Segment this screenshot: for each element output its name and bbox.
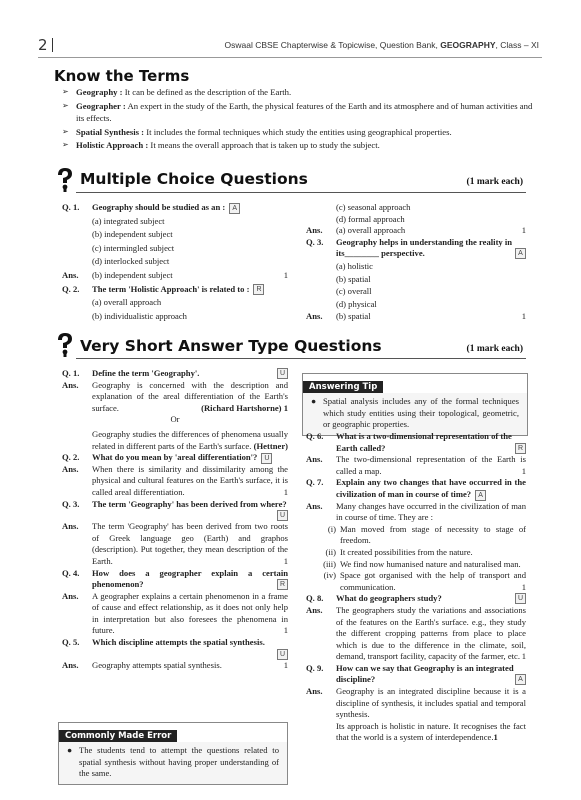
term-name: Holistic Approach : xyxy=(76,140,149,150)
answer-alt xyxy=(62,429,288,452)
difficulty-tag: U xyxy=(277,368,288,379)
question-number: Q. 3. xyxy=(306,236,324,247)
running-title-suffix: , Class – XI xyxy=(495,40,539,50)
answer xyxy=(306,686,526,721)
point-number: (i) xyxy=(327,523,336,534)
question-text: What do geographers study? xyxy=(336,593,442,604)
mark: 1 xyxy=(283,402,288,413)
common-error-box xyxy=(58,722,288,785)
option: (a) integrated subject xyxy=(92,215,165,226)
mark: 1 xyxy=(283,659,288,670)
answer-text: Geography is concerned with the description and explanation of the areal differentiation of the Earth's surface. xyxy=(92,379,288,413)
mark: 1 xyxy=(521,311,526,322)
question xyxy=(62,284,288,296)
answer-text: Geography is an integrated discipline because it is a discipline of synthesis, it includes spatial and temporal synthesis. xyxy=(336,686,526,720)
common-error-body xyxy=(59,742,287,784)
running-title xyxy=(225,40,539,50)
question xyxy=(62,368,288,380)
option: (b) spatial xyxy=(336,273,371,284)
answer-credit: (Hettner) xyxy=(253,440,288,451)
answer-label: Ans. xyxy=(62,463,79,474)
answer xyxy=(62,270,288,282)
term-item xyxy=(62,126,534,139)
term-item xyxy=(62,139,534,152)
option: (d) formal approach xyxy=(336,213,405,224)
answer-label: Ans. xyxy=(306,500,323,511)
mcq-section-title: Multiple Choice Questions xyxy=(80,170,308,188)
term-definition: An expert in the study of the Earth, the physical features of the Earth and its atmosphere and of human activities and its effects. xyxy=(76,100,533,123)
mcq-right-column xyxy=(306,202,526,323)
question-text: The term 'Holistic Approach' is related to : xyxy=(92,283,250,294)
answer xyxy=(62,591,288,637)
difficulty-tag: R xyxy=(253,284,264,295)
mark: 1 xyxy=(521,225,526,236)
point-text: It created possibilities from the nature. xyxy=(340,546,473,557)
arrow-bullet-icon: ➢ xyxy=(62,87,69,96)
point-text: Space got organised with the help of transport and communication. xyxy=(340,570,526,592)
or-separator: Or xyxy=(170,414,180,425)
option: (c) seasonal approach xyxy=(336,202,411,212)
point-text: We find now humanised nature and naturalised man. xyxy=(340,558,521,569)
answer xyxy=(306,501,526,524)
common-error-title: Commonly Made Error xyxy=(59,730,177,742)
answer xyxy=(306,605,526,663)
question-text: Which discipline attempts the spatial synthesis. xyxy=(92,637,265,648)
running-title-prefix: Oswaal CBSE Chapterwise & Topicwise, Question Bank, xyxy=(224,40,441,50)
answer-text: Many changes have occurred in the civilization of man in course of time. They are : xyxy=(336,500,526,523)
bullet-icon: ● xyxy=(311,396,317,406)
section-rule xyxy=(76,358,526,359)
answer xyxy=(306,225,526,237)
answer-credit: (Richard Hartshorne) xyxy=(201,402,282,413)
answer-label: Ans. xyxy=(306,604,323,615)
mark: 1 xyxy=(521,651,526,662)
question xyxy=(62,452,288,464)
common-error-text: The students tend to attempt the questions related to spatial synthesis without having proper understanding of the same. xyxy=(79,745,279,778)
question xyxy=(62,202,288,214)
point-number: (ii) xyxy=(325,546,336,557)
term-item xyxy=(62,100,534,125)
point-text: Man moved from stage of necessity to stage of freedom. xyxy=(340,523,526,546)
difficulty-tag: U xyxy=(277,649,288,660)
question-mark-person-icon xyxy=(54,331,76,361)
answer xyxy=(62,380,288,415)
difficulty-tag: U xyxy=(261,453,272,464)
option: (c) intermingled subject xyxy=(92,242,175,253)
answer-label: Ans. xyxy=(62,379,79,390)
answer xyxy=(306,311,526,323)
answering-tip-body xyxy=(303,393,527,435)
question-number: Q. 9. xyxy=(306,662,324,673)
answering-tip-title: Answering Tip xyxy=(303,381,383,393)
question-number: Q. 2. xyxy=(62,283,80,294)
question-number: Q. 2. xyxy=(62,452,80,463)
answer-label: Ans. xyxy=(62,521,79,532)
option: (a) holistic xyxy=(336,260,373,271)
running-title-subject: GEOGRAPHY xyxy=(440,40,496,50)
question-number: Q. 1. xyxy=(62,368,80,378)
header-bracket xyxy=(52,38,53,52)
question-text: Geography helps in understanding the reality in xyxy=(336,236,513,247)
mark: 1 xyxy=(493,732,498,743)
answer-text: Geography studies the differences of phenomena usually related in different parts of the Earth's surface. xyxy=(92,428,288,451)
question xyxy=(62,568,288,591)
answer-text: (b) spatial xyxy=(336,311,371,322)
term-definition: It can be defined as the description of the Earth. xyxy=(122,87,292,97)
know-terms-title: Know the Terms xyxy=(54,67,190,85)
question-number: Q. 7. xyxy=(306,477,324,488)
question xyxy=(306,593,526,605)
arrow-bullet-icon: ➢ xyxy=(62,140,69,149)
answer-label: Ans. xyxy=(62,269,79,280)
header-rule xyxy=(38,57,542,58)
term-name: Geography : xyxy=(76,87,123,97)
term-item xyxy=(62,86,534,99)
question-number: Q. 8. xyxy=(306,593,324,604)
question-text-cont: its________ perspective. xyxy=(336,248,425,259)
answer-text: Its approach is holistic in nature. It recognises the fact that the world is a system of interdependence. xyxy=(336,720,526,743)
vsa-right-column xyxy=(306,431,526,744)
question xyxy=(62,637,288,660)
mark: 1 xyxy=(283,625,288,636)
option: (b) individualistic approach xyxy=(92,310,187,321)
question-text: Explain any two changes that have occurred in the civilization of man in course of time? xyxy=(336,477,526,499)
difficulty-tag: A xyxy=(475,490,486,501)
question-text: Define the term 'Geography'. xyxy=(92,368,200,378)
question-text: Geography should be studied as an : xyxy=(92,202,226,212)
point-number: (iii) xyxy=(323,558,336,569)
option: (d) interlocked subject xyxy=(92,256,170,267)
section-rule xyxy=(76,192,526,193)
page-number: 2 xyxy=(38,36,48,54)
term-name: Spatial Synthesis : xyxy=(76,126,145,137)
question-number: Q. 5. xyxy=(62,637,80,648)
vsa-section-title: Very Short Answer Type Questions xyxy=(80,337,382,355)
term-name: Geographer : xyxy=(76,100,126,111)
answer-text: Geography attempts spatial synthesis. xyxy=(92,659,222,670)
question-number: Q. 4. xyxy=(62,567,80,578)
question xyxy=(306,477,526,500)
term-definition: It means the overall approach that is taken up to study the subject. xyxy=(148,140,380,150)
option: (c) overall xyxy=(336,286,372,297)
mcq-marks: (1 mark each) xyxy=(466,177,523,187)
answer xyxy=(62,464,288,499)
question-number: Q. 1. xyxy=(62,202,80,212)
difficulty-tag: U xyxy=(515,593,526,604)
answer-text: (a) overall approach xyxy=(336,225,406,236)
option: (d) physical xyxy=(336,298,377,309)
point-number: (iv) xyxy=(323,570,336,581)
difficulty-tag: U xyxy=(277,510,288,521)
answer-point xyxy=(306,570,526,593)
answer-label: Ans. xyxy=(62,590,79,601)
difficulty-tag: R xyxy=(515,443,526,454)
answer-label: Ans. xyxy=(62,659,79,670)
answer-text: The two-dimensional representation of the Earth is called a map. xyxy=(336,454,526,476)
answer-label: Ans. xyxy=(306,686,323,697)
question-mark-person-icon xyxy=(54,166,76,196)
answer xyxy=(62,660,288,672)
question-number: Q. 3. xyxy=(62,498,80,509)
answer-text: A geographer explains a certain phenomenon in a frame of cause and effect relationship, as it does not only help in interpretation but also foresees the phenomena in future. xyxy=(92,590,288,636)
answer-label: Ans. xyxy=(306,311,323,322)
question-number: Q. 6. xyxy=(306,431,324,441)
difficulty-tag: A xyxy=(515,248,526,259)
arrow-bullet-icon: ➢ xyxy=(62,126,69,136)
difficulty-tag: R xyxy=(277,579,288,590)
answer xyxy=(62,521,288,567)
answer-text: When there is similarity and dissimilarity among the physical and cultural features on the Earth's surface, it is called areal differentiation. xyxy=(92,463,288,497)
question xyxy=(306,431,526,454)
difficulty-tag: A xyxy=(229,203,240,214)
question xyxy=(306,663,526,686)
answering-tip-box xyxy=(302,373,528,436)
answer-cont xyxy=(306,721,526,744)
mark: 1 xyxy=(283,269,288,280)
question-text: The term 'Geography' has been derived from where? xyxy=(92,498,287,509)
question-text: What is a two-dimensional representation of the Earth called? xyxy=(336,431,512,453)
arrow-bullet-icon: ➢ xyxy=(62,100,69,110)
mark: 1 xyxy=(521,581,526,592)
answer-text: The term 'Geography' has been derived from two roots of Greek language geo (Earth) and graphos (description). Put together, they mean description of the Earth. xyxy=(92,521,288,566)
difficulty-tag: A xyxy=(515,674,526,685)
mark: 1 xyxy=(283,555,288,566)
question-text: How does a geographer explain a certain phenomenon? xyxy=(92,567,288,590)
vsa-marks: (1 mark each) xyxy=(466,344,523,354)
know-terms-list xyxy=(62,86,534,153)
answer-label: Ans. xyxy=(306,454,323,465)
answer-point xyxy=(306,559,526,571)
option: (b) independent subject xyxy=(92,229,173,240)
answer-point xyxy=(306,524,526,547)
mark: 1 xyxy=(283,486,288,497)
answer-text: The geographers study the variations and associations of the features on the Earth's surface. e.g., they study the different cropping patterns from place to place which is due to the difference in the climate, soil, demand, transport facility, capacity of the farmer, etc. xyxy=(336,604,526,662)
mcq-left-column xyxy=(62,202,288,322)
answer-label: Ans. xyxy=(306,225,323,236)
bullet-icon: ● xyxy=(67,745,73,755)
answer-point xyxy=(306,547,526,559)
question xyxy=(62,499,288,522)
answer-text: (b) independent subject xyxy=(92,269,173,280)
question-text: How can we say that Geography is an integrated discipline? xyxy=(336,662,514,685)
option: (a) overall approach xyxy=(92,297,162,308)
question xyxy=(306,237,526,260)
vsa-left-column xyxy=(62,368,288,671)
answering-tip-text: Spatial analysis includes any of the formal techniques which study entities using their topological, geometric, or geographic properties. xyxy=(323,396,519,429)
term-definition: It includes the formal techniques which study the entities using geographical properties. xyxy=(144,126,452,137)
answer xyxy=(306,454,526,477)
question-text: What do you mean by 'areal differentiation'? xyxy=(92,452,258,463)
mark: 1 xyxy=(521,465,526,476)
